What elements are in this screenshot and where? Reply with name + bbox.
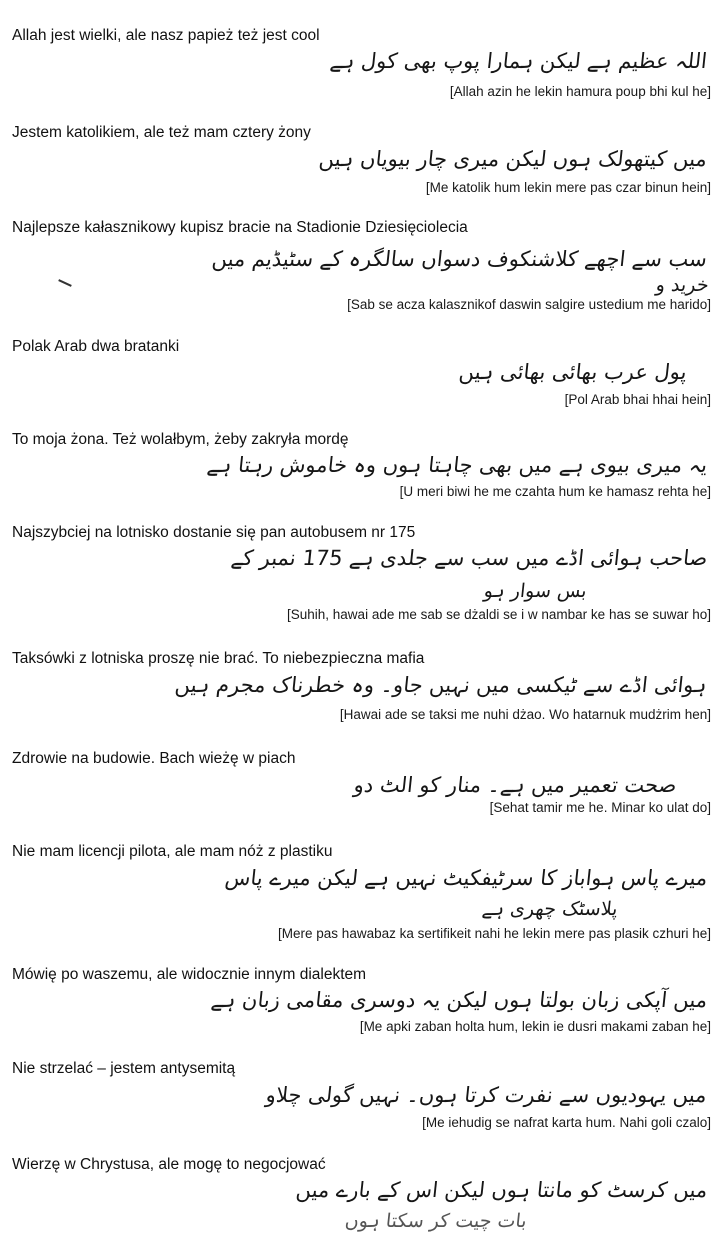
transliteration: [U meri biwi he me czahta hum ke hamasz rehta he] [399, 484, 711, 499]
urdu-script: صاحب ہوائی اڈے میں سب سے جلدی ہے 175 نمبر کے [229, 546, 709, 570]
polish-phrase: Nie mam licencji pilota, ale mam nóż z plastiku [12, 843, 333, 860]
transliteration: [Sehat tamir me he. Minar ko ulat do] [489, 800, 711, 815]
transliteration: [Suhih, hawai ade me sab se dżaldi se i w nambar ke has se suwar ho] [287, 607, 711, 622]
urdu-script-continuation: بس سوار ہو [483, 580, 589, 602]
urdu-script: میں آپکی زبان بولتا ہوں لیکن یہ دوسری مقامی زبان ہے [209, 988, 709, 1012]
transliteration: [Hawai ade se taksi me nuhi dżao. Wo hatarnuk mudżrim hen] [339, 707, 711, 722]
urdu-script: ہوائی اڈے سے ٹیکسی میں نہیں جاو۔ وہ خطرناک مجرم ہیں [174, 673, 709, 697]
urdu-script: یہ میری بیوی ہے میں بھی چاہتا ہوں وہ خاموش رہتا ہے [205, 453, 709, 477]
polish-phrase: Najlepsze kałasznikowy kupisz bracie na Stadionie Dziesięciolecia [12, 219, 468, 236]
transliteration: [Pol Arab bhai hhai hein] [564, 392, 711, 407]
urdu-script: میں یہودیوں سے نفرت کرتا ہوں۔ نہیں گولی چلاو [264, 1083, 709, 1107]
urdu-script: سب سے اچھے کلاشنکوف دسواں سالگرہ کے سٹیڈیم میں [210, 247, 709, 271]
polish-phrase: Polak Arab dwa bratanki [12, 338, 180, 355]
urdu-script: میں کرسٹ کو مانتا ہوں لیکن اس کے بارے میں [294, 1178, 709, 1202]
transliteration: [Me iehudig se nafrat karta hum. Nahi goli czalo] [422, 1115, 711, 1130]
polish-phrase: Nie strzelać – jestem antysemitą [12, 1060, 236, 1077]
transliteration: [Me katolik hum lekin mere pas czar binun hein] [425, 180, 711, 195]
polish-phrase: To moja żona. Też wolałbym, żeby zakryła mordę [12, 431, 349, 448]
transliteration: [Me apki zaban holta hum, lekin ie dusri makami zaban he] [359, 1019, 711, 1034]
urdu-script: میں کیتھولک ہوں لیکن میری چار بیویاں ہیں [317, 147, 709, 171]
urdu-script-continuation: پلاسٹک چھری ہے [480, 898, 619, 920]
transliteration: [Sab se acza kalasznikof daswin salgire ustedium me harido] [347, 297, 711, 312]
polish-phrase: Jestem katolikiem, ale też mam cztery żony [12, 124, 311, 141]
urdu-script: صحت تعمیر میں ہے۔ منار کو الٹ دو [353, 773, 679, 797]
urdu-script: میرے پاس ہواباز کا سرٹیفکیٹ نہیں ہے لیکن میرے پاس [223, 866, 709, 890]
polish-phrase: Zdrowie na budowie. Bach wieżę w piach [12, 750, 296, 767]
urdu-script: اللہ عظیم ہے لیکن ہمارا پوپ بھی کول ہے [328, 49, 709, 73]
polish-phrase: Allah jest wielki, ale nasz papież też jest cool [12, 27, 320, 44]
urdu-script-continuation: بات چیت کر سکتا ہوں [344, 1210, 529, 1232]
polish-phrase: Taksówki z lotniska proszę nie brać. To niebezpieczna mafia [12, 650, 425, 667]
urdu-script: پول عرب بھائی بھائی ہیں [458, 360, 689, 384]
transliteration: [Allah azin he lekin hamura poup bhi kul he] [449, 84, 711, 99]
stray-pen-mark [58, 279, 72, 287]
polish-phrase: Mówię po waszemu, ale widocznie innym dialektem [12, 966, 367, 983]
polish-phrase: Wierzę w Chrystusa, ale mogę to negocjować [12, 1156, 326, 1173]
polish-phrase: Najszybciej na lotnisko dostanie się pan autobusem nr 175 [12, 524, 416, 541]
transliteration: [Mere pas hawabaz ka sertifikeit nahi he lekin mere pas plasik czhuri he] [278, 926, 711, 941]
urdu-script-continuation: خرید و [655, 274, 711, 296]
